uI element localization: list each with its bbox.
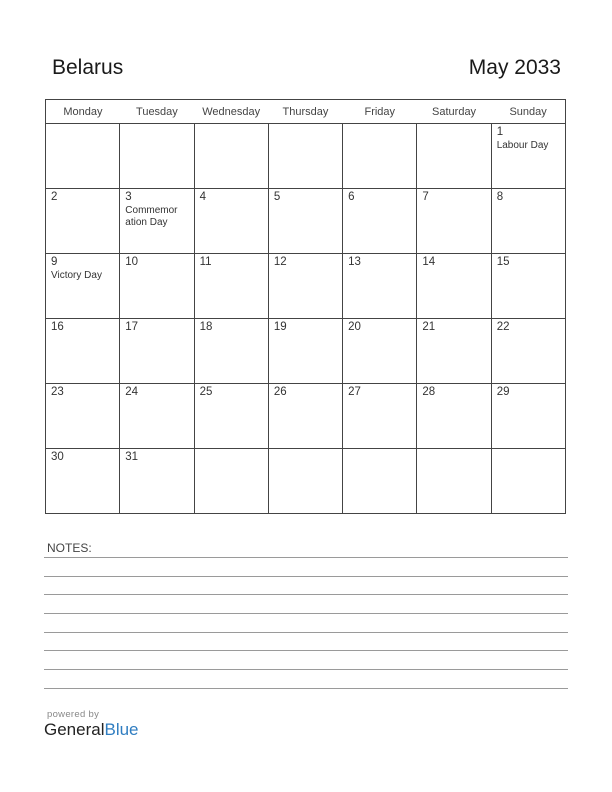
day-cell bbox=[417, 319, 491, 384]
weekday-header: Friday bbox=[343, 100, 417, 124]
day-cell bbox=[194, 319, 268, 384]
day-cell bbox=[491, 384, 565, 449]
day-number: 5 bbox=[273, 191, 281, 203]
day-cell bbox=[491, 189, 565, 254]
day-cell bbox=[491, 319, 565, 384]
day-cell bbox=[417, 189, 491, 254]
empty-day-cell bbox=[194, 449, 268, 514]
day-number: 27 bbox=[348, 386, 361, 398]
day-number: 11 bbox=[199, 256, 212, 268]
day-cell bbox=[268, 189, 342, 254]
week-row bbox=[46, 319, 566, 384]
day-cell bbox=[343, 319, 417, 384]
weekday-header: Monday bbox=[46, 100, 120, 124]
month-year-title: May 2033 bbox=[468, 56, 561, 79]
day-number: 31 bbox=[125, 451, 139, 463]
day-number: 2 bbox=[51, 191, 58, 203]
day-number: 21 bbox=[422, 321, 436, 333]
day-number: 1 bbox=[496, 126, 504, 138]
day-cell bbox=[268, 384, 342, 449]
notes-line bbox=[44, 576, 568, 577]
day-number: 3 bbox=[125, 191, 132, 203]
empty-day-cell bbox=[120, 124, 194, 189]
day-cell bbox=[120, 254, 194, 319]
week-row bbox=[46, 124, 566, 189]
week-row bbox=[46, 449, 566, 514]
holiday-label: Victory Day bbox=[51, 270, 102, 281]
day-number: 23 bbox=[51, 386, 64, 398]
day-cell bbox=[417, 254, 491, 319]
day-cell bbox=[343, 384, 417, 449]
notes-line bbox=[44, 632, 568, 633]
day-number: 25 bbox=[199, 386, 213, 398]
day-number: 30 bbox=[51, 451, 64, 463]
brand-logo-blue: Blue bbox=[104, 720, 139, 739]
holiday-label: Commemor ation Day bbox=[125, 205, 178, 228]
day-number: 13 bbox=[348, 256, 361, 268]
day-number: 10 bbox=[125, 256, 139, 268]
day-number: 22 bbox=[496, 321, 510, 333]
day-cell bbox=[120, 449, 194, 514]
day-number: 7 bbox=[422, 191, 429, 203]
empty-day-cell bbox=[268, 449, 342, 514]
empty-day-cell bbox=[46, 124, 120, 189]
brand-logo-general: General bbox=[44, 720, 105, 739]
day-number: 14 bbox=[422, 256, 436, 268]
notes-line bbox=[44, 669, 568, 670]
brand-logo[interactable] bbox=[44, 720, 139, 740]
week-row bbox=[46, 189, 566, 254]
notes-line bbox=[44, 650, 568, 651]
day-cell bbox=[194, 254, 268, 319]
day-cell bbox=[343, 254, 417, 319]
weekday-header: Tuesday bbox=[120, 100, 194, 124]
powered-by-text: powered by bbox=[47, 709, 100, 720]
empty-day-cell bbox=[268, 124, 342, 189]
empty-day-cell bbox=[417, 124, 491, 189]
day-cell bbox=[46, 319, 120, 384]
calendar-grid bbox=[45, 99, 566, 514]
day-number: 28 bbox=[422, 386, 436, 398]
weekday-header: Thursday bbox=[268, 100, 342, 124]
weekday-header: Saturday bbox=[417, 100, 491, 124]
weekday-header: Wednesday bbox=[194, 100, 268, 124]
day-number: 26 bbox=[273, 386, 287, 398]
day-number: 6 bbox=[348, 191, 355, 203]
notes-line bbox=[44, 557, 568, 558]
empty-day-cell bbox=[343, 124, 417, 189]
empty-day-cell bbox=[343, 449, 417, 514]
day-number: 8 bbox=[496, 191, 504, 203]
day-cell bbox=[491, 124, 565, 189]
day-number: 19 bbox=[273, 321, 287, 333]
day-cell bbox=[120, 189, 194, 254]
day-cell bbox=[46, 449, 120, 514]
country-title: Belarus bbox=[52, 56, 124, 79]
day-cell bbox=[120, 384, 194, 449]
empty-day-cell bbox=[194, 124, 268, 189]
day-number: 9 bbox=[51, 256, 58, 268]
day-number: 17 bbox=[125, 321, 139, 333]
empty-day-cell bbox=[491, 449, 565, 514]
notes-line bbox=[44, 688, 568, 689]
day-cell bbox=[46, 254, 120, 319]
notes-line bbox=[44, 594, 568, 595]
day-number: 29 bbox=[496, 386, 510, 398]
empty-day-cell bbox=[417, 449, 491, 514]
day-cell bbox=[268, 319, 342, 384]
day-number: 4 bbox=[199, 191, 206, 203]
day-number: 12 bbox=[273, 256, 287, 268]
holiday-label: Labour Day bbox=[496, 140, 549, 151]
week-row bbox=[46, 254, 566, 319]
day-cell bbox=[417, 384, 491, 449]
day-number: 15 bbox=[496, 256, 510, 268]
day-cell bbox=[46, 384, 120, 449]
day-cell bbox=[46, 189, 120, 254]
day-number: 24 bbox=[125, 386, 139, 398]
day-number: 18 bbox=[199, 321, 213, 333]
day-cell bbox=[343, 189, 417, 254]
notes-line bbox=[44, 613, 568, 614]
week-row bbox=[46, 384, 566, 449]
day-cell bbox=[491, 254, 565, 319]
weekday-header-row bbox=[46, 100, 566, 124]
notes-label: NOTES: bbox=[47, 541, 92, 555]
day-cell bbox=[120, 319, 194, 384]
day-cell bbox=[194, 384, 268, 449]
day-cell bbox=[268, 254, 342, 319]
day-cell bbox=[194, 189, 268, 254]
weekday-header: Sunday bbox=[491, 100, 565, 124]
day-number: 16 bbox=[51, 321, 64, 333]
day-number: 20 bbox=[348, 321, 361, 333]
